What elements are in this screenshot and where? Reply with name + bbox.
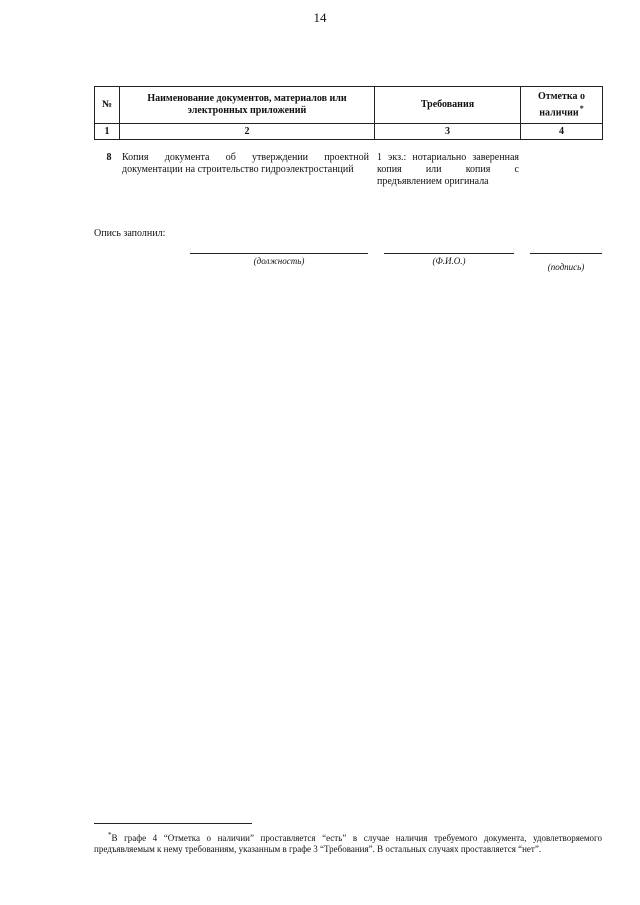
- filled-by-label: Опись заполнил:: [94, 228, 166, 239]
- header-presence-label: Отметка о наличии: [538, 90, 585, 119]
- table-header-row: [95, 87, 603, 124]
- header-number: №: [95, 87, 120, 124]
- footnote-separator: [94, 823, 252, 824]
- column-number: 3: [375, 124, 521, 140]
- footnote-reference: *: [579, 103, 584, 113]
- row-document-name: Копия документа об утверждении проектной документации на строительство гидроэлектростанций: [122, 152, 369, 175]
- column-number: 1: [95, 124, 120, 140]
- header-requirements: Требования: [375, 87, 521, 124]
- footnote: [94, 830, 602, 855]
- column-number: 2: [120, 124, 375, 140]
- signature-line: [530, 253, 602, 254]
- documents-table: [94, 86, 603, 140]
- name-caption: (Ф.И.О.): [432, 256, 466, 266]
- row-requirements: 1 экз.: нотариально заверенная копия или копия с предъявлением оригинала: [377, 152, 519, 187]
- position-caption: (должность): [253, 256, 305, 266]
- footnote-text: В графе 4 “Отметка о наличии” проставляется “есть” в случае наличия требуемого документа, удовлетворяемого предъявляемым к нему требованиям, указанным в графе 3 “Требования”. В остальных случаях проставляется “нет”.: [94, 833, 602, 854]
- header-document-name: Наименование документов, материалов или электронных приложений: [120, 87, 375, 124]
- row-number: 8: [106, 152, 112, 163]
- page-number: 14: [313, 10, 327, 25]
- name-line: [384, 253, 514, 254]
- header-presence-mark: [521, 87, 603, 124]
- column-number-row: [95, 124, 603, 140]
- column-number: 4: [521, 124, 603, 140]
- position-line: [190, 253, 368, 254]
- footnote-mark: *: [108, 831, 112, 839]
- signature-caption: (подпись): [547, 262, 585, 272]
